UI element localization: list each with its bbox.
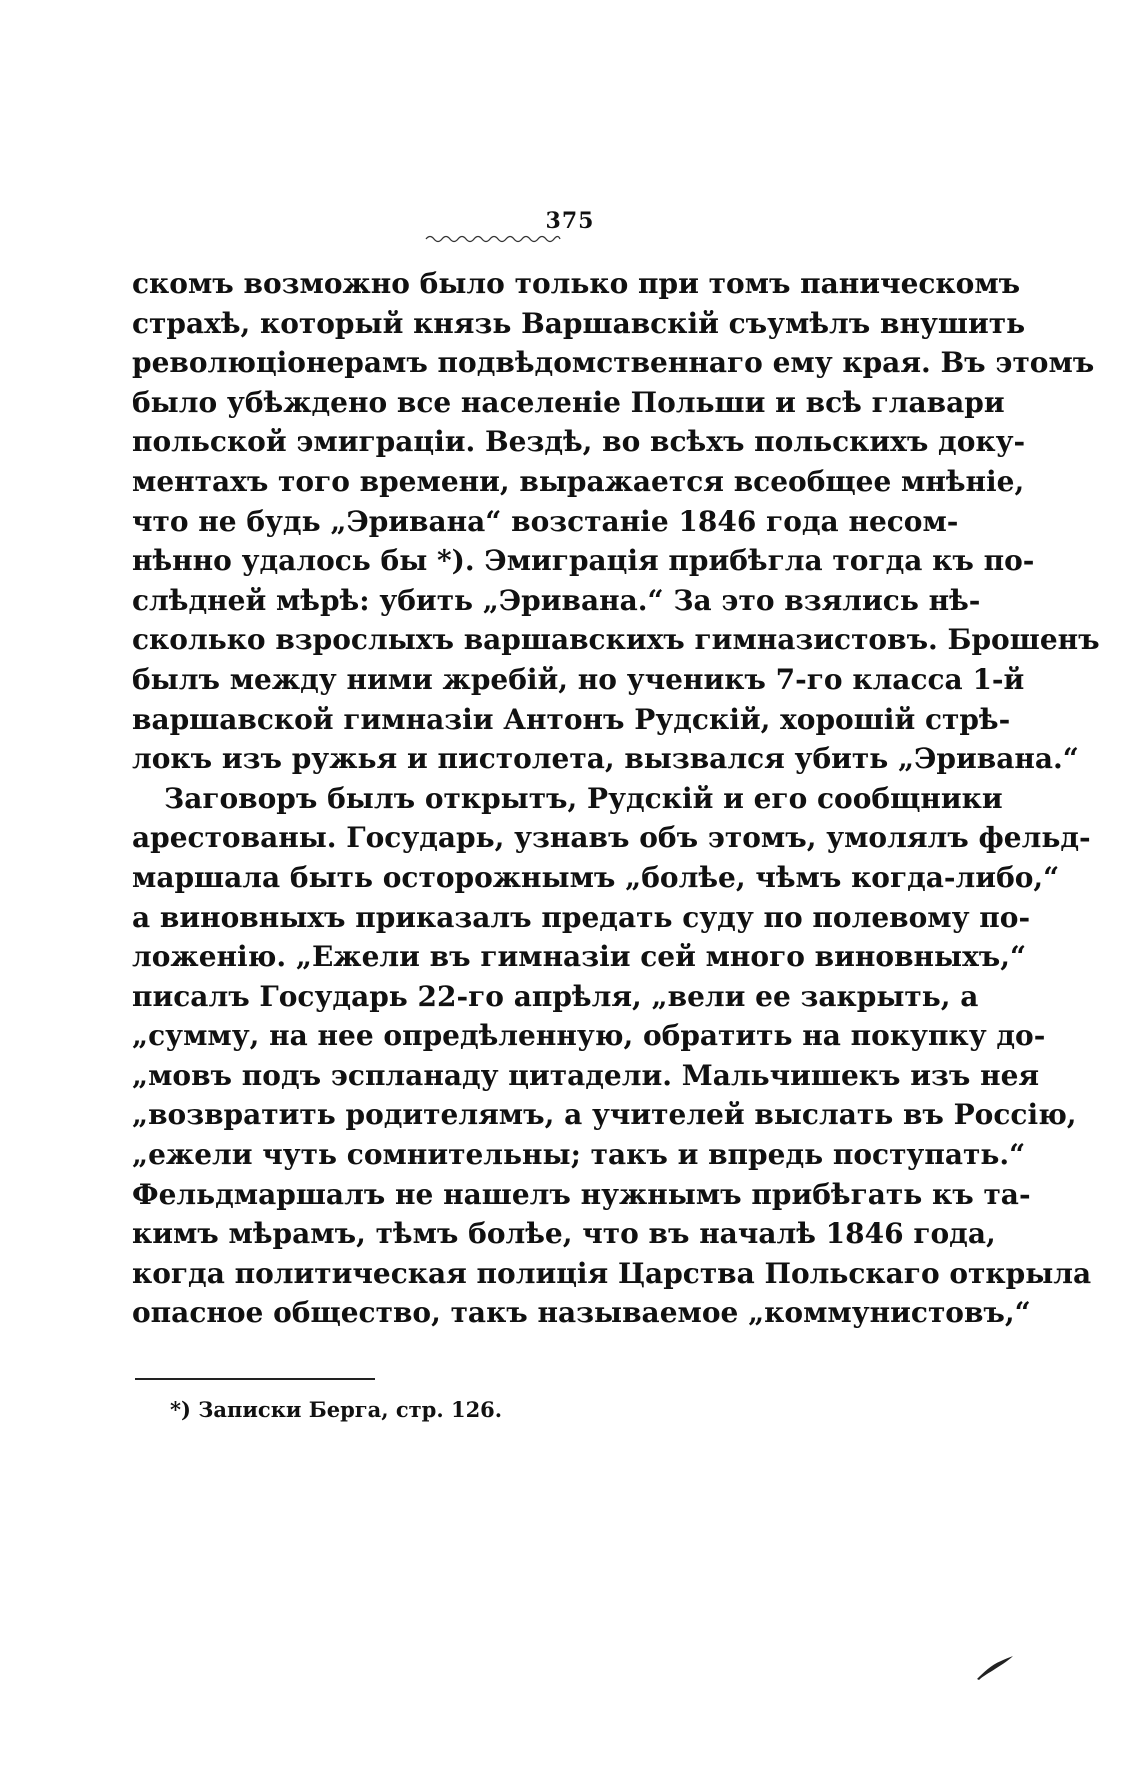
footnote-divider <box>135 1378 375 1380</box>
text-line: былъ между ними жребій, но ученикъ 7-го класса 1-й <box>132 662 1025 696</box>
text-line: польской эмиграціи. Вездѣ, во всѣхъ польскихъ доку- <box>132 425 1026 459</box>
text-line: писалъ Государь 22-го апрѣля, „вели ее закрыть, а <box>132 979 979 1013</box>
text-line: варшавской гимназіи Антонъ Рудскій, хорошій стрѣ- <box>132 702 1011 736</box>
text-line: маршала быть осторожнымъ „болѣе, чѣмъ когда-либо,“ <box>132 860 1060 894</box>
text-line: „возвратить родителямъ, а учителей выслать въ Россію, <box>132 1098 1077 1132</box>
text-line: кимъ мѣрамъ, тѣмъ болѣе, что въ началѣ 1846 года, <box>132 1217 996 1251</box>
text-line: ментахъ того времени, выражается всеобщее мнѣніе, <box>132 464 1025 498</box>
text-line: когда политическая полиція Царства Польскаго открыла <box>132 1256 1092 1290</box>
text-line: арестованы. Государь, узнавъ объ этомъ, умолялъ фельд- <box>132 821 1091 855</box>
body-text <box>132 264 1100 1333</box>
wavy-ornament-icon <box>426 233 560 243</box>
page-number: 375 <box>545 208 595 234</box>
text-line: „ежели чуть сомнительны; такъ и впредь поступать.“ <box>132 1138 1026 1172</box>
text-line: „сумму, на нее опредѣленную, обратить на покупку до- <box>132 1019 1046 1053</box>
text-line: Заговоръ былъ открытъ, Рудскій и его сообщники <box>164 781 1003 815</box>
text-line: нѣнно удалось бы *). Эмиграція прибѣгла тогда къ по- <box>132 544 1035 578</box>
text-line: революціонерамъ подвѣдомственнаго ему края. Въ этомъ <box>132 346 1095 380</box>
text-line: страхѣ, который князь Варшавскій съумѣлъ внушить <box>132 306 1026 340</box>
text-line: а виновныхъ приказалъ предать суду по полевому по- <box>132 900 1031 934</box>
text-line: что не будь „Эривана“ возстаніе 1846 года несом- <box>132 504 959 538</box>
text-line: Фельдмаршалъ не нашелъ нужнымъ прибѣгать къ та- <box>132 1177 1031 1211</box>
text-line: ложенію. „Ежели въ гимназіи сей много виновныхъ,“ <box>132 940 1027 974</box>
text-line: слѣдней мѣрѣ: убить „Эривана.“ За это взялись нѣ- <box>132 583 981 617</box>
footnote: *) Записки Берга, стр. 126. <box>170 1397 503 1422</box>
text-line: опасное общество, такъ называемое „коммунистовъ,“ <box>132 1296 1031 1330</box>
text-line: „мовъ подъ эспланаду цитадели. Мальчишекъ изъ нея <box>132 1058 1040 1092</box>
text-line: было убѣждено все населеніе Польши и всѣ главари <box>132 385 1005 419</box>
ink-mark-icon <box>975 1655 1015 1681</box>
text-line: локъ изъ ружья и пистолета, вызвался убить „Эривана.“ <box>132 742 1079 776</box>
text-line: скомъ возможно было только при томъ паническомъ <box>132 267 1021 300</box>
text-line: сколько взрослыхъ варшавскихъ гимназистовъ. Брошенъ <box>132 623 1100 657</box>
